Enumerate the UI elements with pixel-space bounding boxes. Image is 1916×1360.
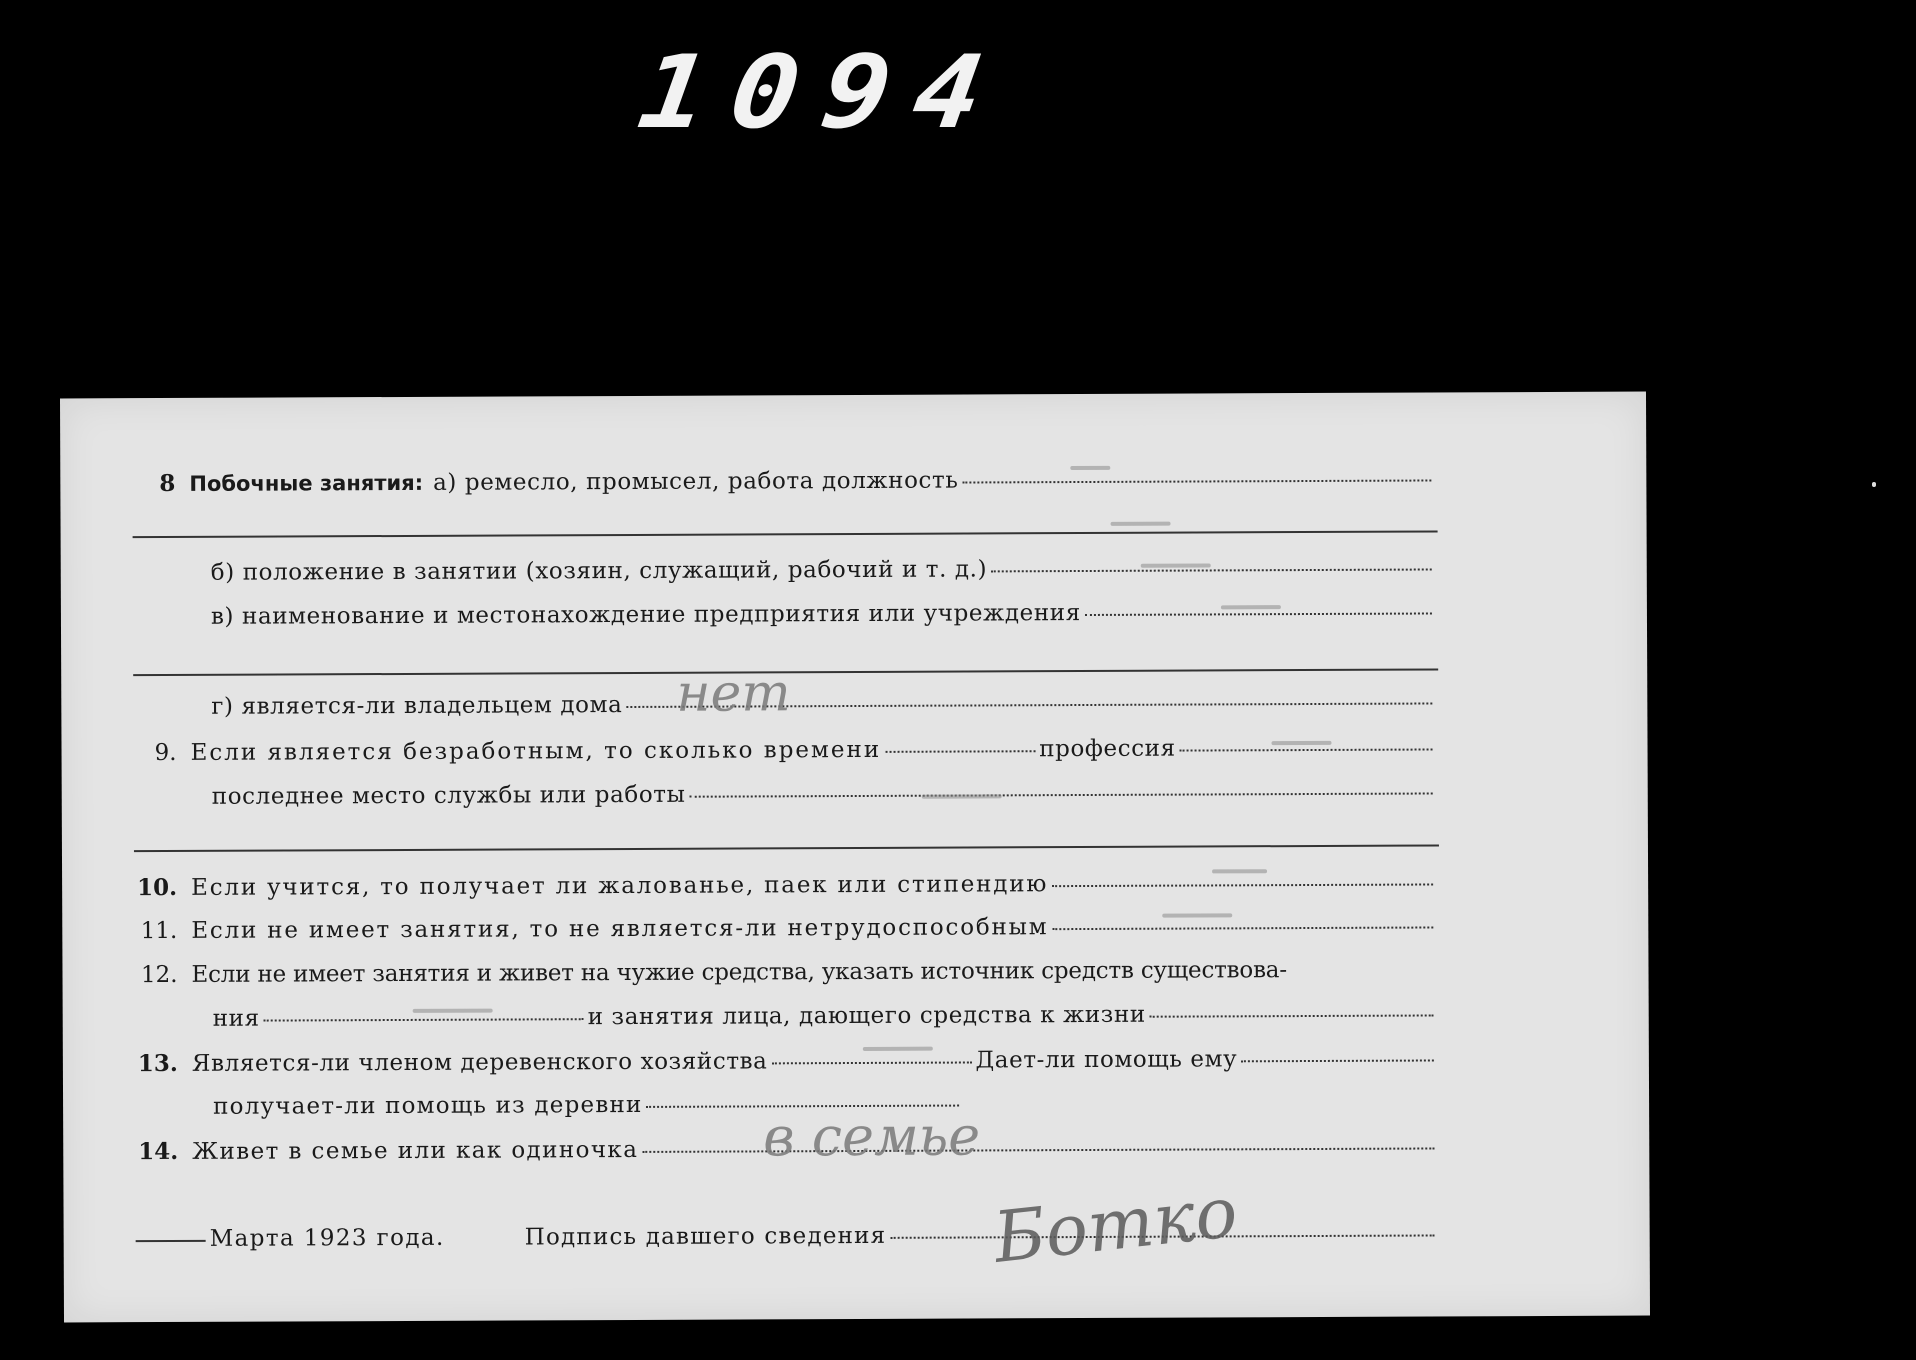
ink-dash: [1070, 466, 1110, 470]
q9-last-row: [62, 778, 1437, 810]
q14-line: [642, 1147, 1434, 1152]
ink-dash: [863, 1047, 933, 1051]
q8v-line: [1085, 612, 1432, 616]
footer-date: Марта 1923 года.: [209, 1224, 445, 1252]
q9-label: Если является безработным, то сколько времени: [190, 736, 882, 766]
ink-dash: [922, 794, 1002, 798]
q12-label: Если не имеет занятия и живет на чужие средства, указать источник средств существова-: [191, 957, 1287, 988]
q13-number: 13.: [137, 1049, 178, 1078]
film-speck: [1872, 482, 1876, 487]
q8v-row: [61, 598, 1436, 630]
q14-answer: в семье: [763, 1104, 981, 1169]
signature: Ботко: [989, 1170, 1242, 1279]
q8-row: [60, 464, 1435, 497]
q13-label: Является-ли членом деревенского хозяйства: [191, 1048, 768, 1077]
q11-row: [62, 912, 1437, 944]
ink-dash: [1271, 741, 1331, 745]
q12-cont-row: [63, 1000, 1438, 1032]
q12-number: 12.: [140, 961, 178, 989]
q11-label: Если не имеет занятия, то не является-ли нетрудоспособным: [191, 914, 1049, 944]
q11-number: 11.: [140, 917, 178, 945]
q9-profession-line: [1180, 748, 1433, 751]
q12-cont-line: [1150, 1014, 1434, 1017]
q13-cont-label: получает-ли помощь из деревни: [213, 1091, 643, 1120]
q9-cont-line: [134, 844, 1439, 852]
q8b-line: [991, 568, 1432, 572]
q10-number: 10.: [137, 873, 178, 902]
q8g-answer: нет: [676, 663, 791, 724]
ink-dash: [1162, 913, 1232, 917]
q9-last-label: последнее место службы или работы: [211, 781, 686, 810]
q8v-label: в) наименование и местонахождение предприятия или учреждения: [210, 600, 1081, 630]
q10-line: [1052, 883, 1433, 887]
q14-number: 14.: [138, 1137, 179, 1166]
q12-source-line: [264, 1018, 584, 1021]
q14-row: [63, 1132, 1438, 1165]
ink-dash: [1212, 869, 1267, 873]
q14-label: Живет в семье или как одиночка: [192, 1136, 639, 1165]
q9-last-line: [689, 792, 1432, 797]
q12-cont-b-label: и занятия лица, дающего средства к жизни: [587, 1001, 1146, 1031]
q9-row: [61, 734, 1436, 766]
q8g-label: г) является-ли владельцем дома: [211, 692, 623, 720]
ink-dash: [1111, 522, 1171, 526]
q9-profession-label: профессия: [1039, 735, 1176, 763]
q13-member-line: [771, 1061, 971, 1064]
q12-row: [62, 956, 1437, 988]
footer-signature-label: Подпись давшего сведения: [524, 1222, 887, 1251]
q8-number: 8: [159, 469, 176, 498]
q9-number: 9.: [154, 739, 177, 767]
q13-help-label: Дает-ли помощь ему: [975, 1046, 1238, 1074]
q8-title: Побочные занятия:: [189, 470, 424, 496]
q11-line: [1052, 926, 1433, 930]
census-card: [60, 392, 1650, 1323]
q8a-label: а) ремесло, промысел, работа должность: [433, 467, 959, 496]
q8b-row: [61, 554, 1436, 586]
q8-cont-line: [133, 530, 1438, 538]
q10-label: Если учится, то получает ли жалованье, паек или стипендию: [191, 871, 1049, 901]
q9-time-line: [885, 750, 1035, 753]
q12-cont-a-label: ния: [212, 1005, 260, 1032]
q8a-line: [962, 479, 1431, 483]
q8b-label: б) положение в занятии (хозяин, служащий, рабочий и т. д.): [210, 556, 988, 586]
ink-dash: [1221, 605, 1281, 609]
ink-dash: [413, 1009, 493, 1013]
footer-day-line: [136, 1240, 206, 1242]
q13-help-line: [1241, 1059, 1434, 1062]
q10-row: [62, 868, 1437, 901]
q13-row: [63, 1044, 1438, 1077]
frame-number: 1094: [631, 34, 1014, 152]
ink-dash: [1141, 563, 1211, 567]
